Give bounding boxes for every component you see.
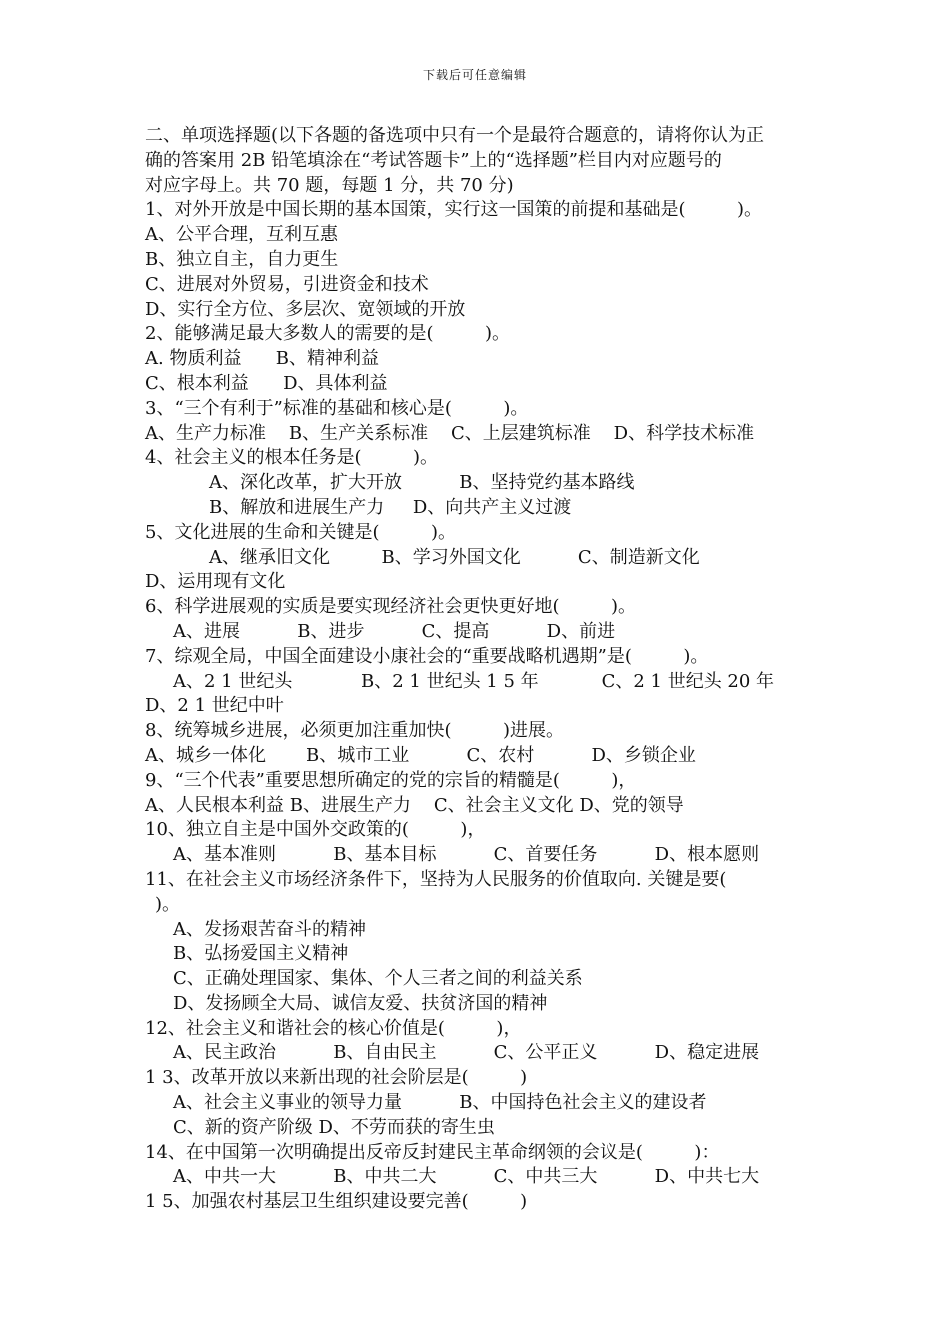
text-line: C、进展对外贸易，引进资金和技术 bbox=[145, 273, 429, 295]
text-line: B、独立自主，自力更生 bbox=[145, 248, 339, 270]
text-line: 9、“三个代表”重要思想所确定的党的宗旨的精髓是( )， bbox=[145, 769, 637, 791]
text-line: A、人民根本利益 B、进展生产力 C、社会主义文化 D、党的领导 bbox=[145, 794, 684, 816]
text-line: D、2 1 世纪中叶 bbox=[145, 695, 284, 717]
question-content bbox=[145, 124, 805, 1215]
text-line: 5、文化进展的生命和关键是( )。 bbox=[145, 521, 456, 543]
text-line: A、民主政治 B、自由民主 C、公平正义 D、稳定进展 bbox=[173, 1042, 760, 1064]
text-line: 14、在中国第一次明确提出反帝反封建民主革命纲领的会议是( )： bbox=[145, 1141, 720, 1163]
text-line: 6、科学进展观的实质是要实现经济社会更快更好地( )。 bbox=[145, 596, 636, 618]
text-line: B、解放和进展生产力 D、向共产主义过渡 bbox=[209, 496, 572, 518]
text-line: C、新的资产阶级 D、不劳而获的寄生虫 bbox=[173, 1116, 495, 1138]
text-line: D、实行全方位、多层次、宽领域的开放 bbox=[145, 298, 466, 320]
text-line: A、城乡一体化 B、城市工业 C、农村 D、乡锁企业 bbox=[145, 744, 696, 766]
text-line: 4、社会主义的根本任务是( )。 bbox=[145, 447, 438, 469]
text-line: 12、社会主义和谐社会的核心价值是( )， bbox=[145, 1017, 522, 1039]
text-line: D、运用现有文化 bbox=[145, 571, 286, 593]
page-header: 下载后可任意编辑 bbox=[422, 68, 527, 82]
text-line: A、2 1 世纪头 B、2 1 世纪头 1 5 年 C、2 1 世纪头 20 年 bbox=[173, 670, 775, 692]
text-line: A. 物质利益 B、精神利益 bbox=[145, 348, 379, 370]
text-line: C、根本利益 D、具体利益 bbox=[145, 372, 388, 394]
text-line: )。 bbox=[155, 893, 181, 915]
text-line: A、基本准则 B、基本目标 C、首要任务 D、根本愿则 bbox=[173, 844, 760, 866]
text-line: 确的答案用 2B 铅笔填涂在“考试答题卡”上的“选择题”栏目内对应题号的 bbox=[145, 149, 722, 171]
text-line: 11、在社会主义市场经济条件下，坚持为人民服务的价值取向. 关键是要( bbox=[145, 868, 727, 890]
text-line: 8、统筹城乡进展，必须更加注重加快( )进展。 bbox=[145, 720, 564, 742]
text-line: A、进展 B、进步 C、提高 D、前进 bbox=[173, 620, 616, 642]
text-line: A、生产力标准 B、生产关系标准 C、上层建筑标准 D、科学技术标准 bbox=[145, 422, 755, 444]
text-line: A、中共一大 B、中共二大 C、中共三大 D、中共七大 bbox=[173, 1166, 760, 1188]
text-line: 1 5、加强农村基层卫生组织建设要完善( ) bbox=[145, 1191, 528, 1213]
text-line: A、发扬艰苦奋斗的精神 bbox=[173, 918, 366, 940]
text-line: 7、综观全局，中国全面建设小康社会的“重要战略机遇期”是( )。 bbox=[145, 645, 709, 667]
text-line: 二、单项选择题(以下各题的备选项中只有一个是最符合题意的，请将你认为正 bbox=[145, 125, 765, 146]
text-line: B、弘扬爱国主义精神 bbox=[173, 943, 349, 965]
text-line: 1 3、改革开放以来新出现的社会阶层是( ) bbox=[145, 1067, 528, 1089]
text-line: 3、“三个有利于”标准的基础和核心是( )。 bbox=[145, 397, 529, 419]
text-line: A、公平合理，互利互惠 bbox=[145, 224, 338, 246]
text-line: A、继承旧文化 B、学习外国文化 C、制造新文化 bbox=[209, 546, 700, 568]
text-line: A、社会主义事业的领导力量 B、中国持色社会主义的建设者 bbox=[173, 1092, 707, 1114]
text-line: 2、能够满足最大多数人的需要的是( )。 bbox=[145, 323, 510, 345]
text-line: 对应字母上。共 70 题，每题 1 分，共 70 分) bbox=[145, 174, 514, 196]
text-line: 1、对外开放是中国长期的基本国策，实行这一国策的前提和基础是( )。 bbox=[145, 199, 762, 221]
text-line: A、深化改革，扩大开放 B、坚持党约基本路线 bbox=[209, 472, 635, 494]
text-line: D、发扬顾全大局、诚信友爱、扶贫济国的精神 bbox=[173, 992, 548, 1014]
text-line: 10、独立自主是中国外交政策的( )， bbox=[145, 819, 486, 841]
text-line: C、正确处理国家、集体、个人三者之间的利益关系 bbox=[173, 968, 583, 990]
